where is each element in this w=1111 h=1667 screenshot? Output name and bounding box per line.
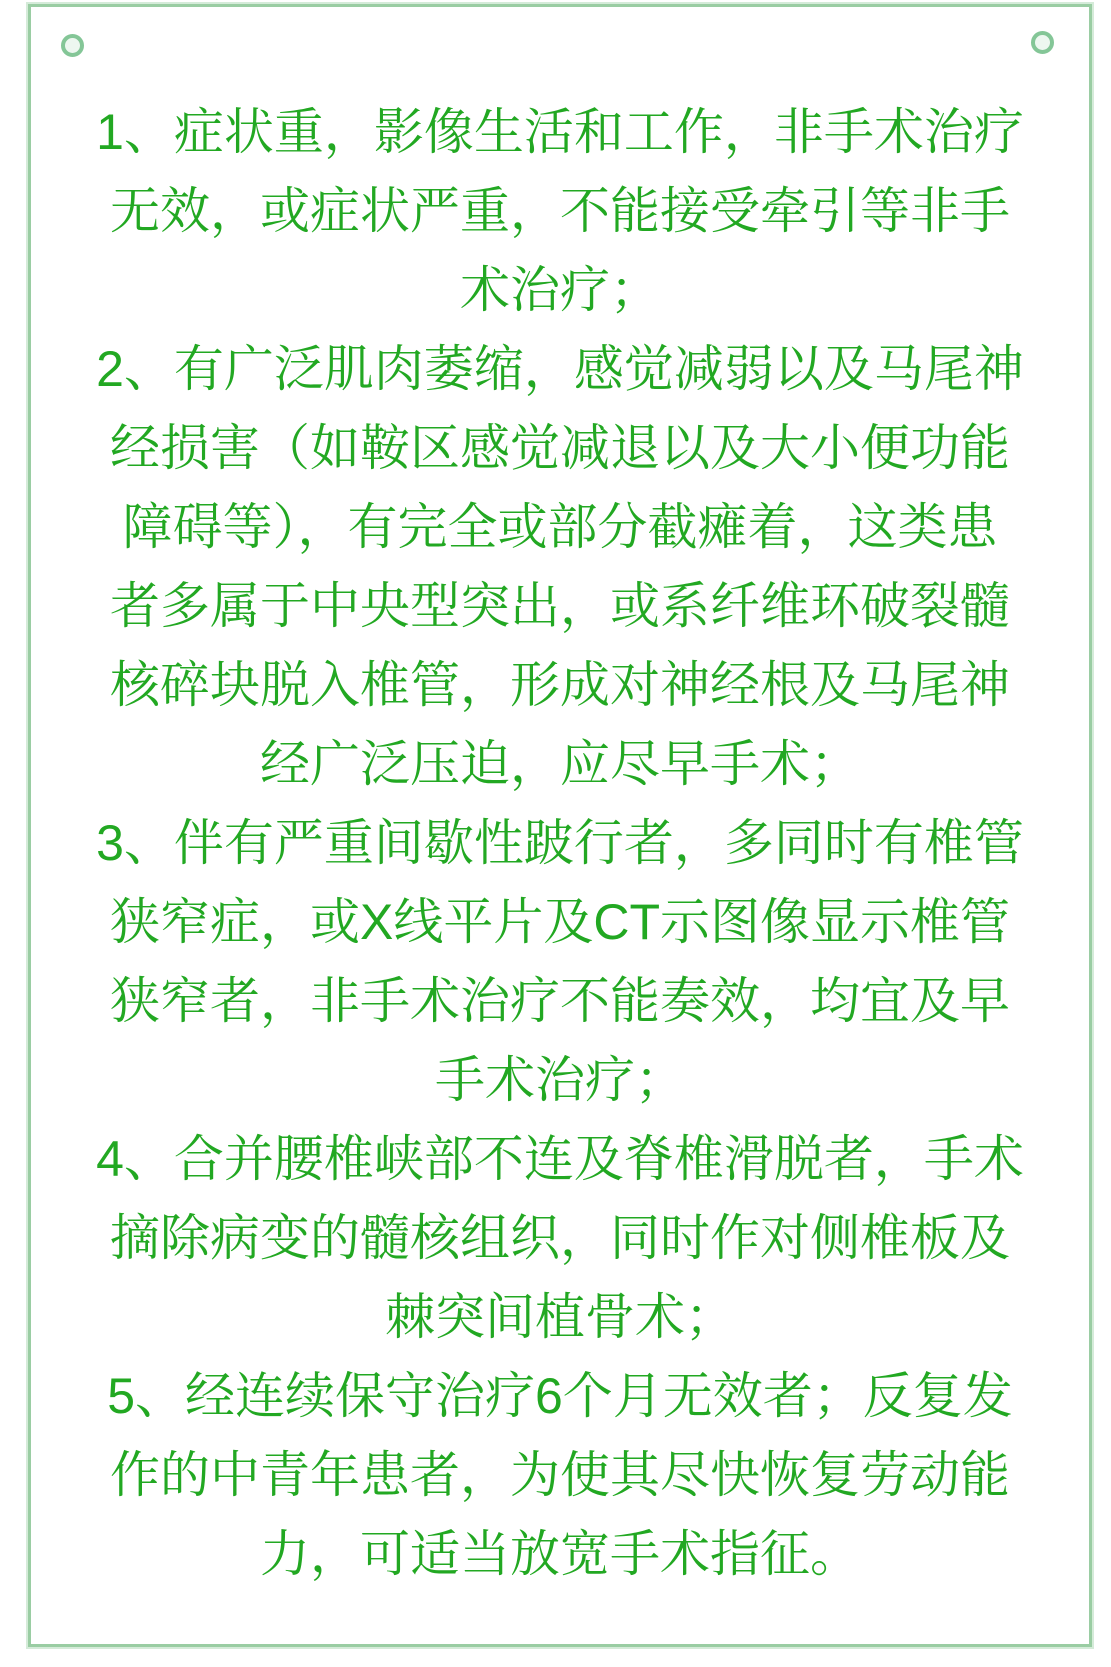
text-line: 2、有广泛肌肉萎缩，感觉减弱以及马尾神	[96, 341, 1024, 397]
text-line: 1、症状重，影像生活和工作，非手术治疗	[96, 104, 1024, 160]
text-line: 棘突间植骨术；	[385, 1289, 735, 1345]
text-line: 者多属于中央型突出，或系纤维环破裂髓	[110, 578, 1010, 634]
text-line: 狭窄者，非手术治疗不能奏效，均宜及早	[110, 973, 1010, 1029]
text-line: 经损害（如鞍区感觉减退以及大小便功能	[110, 420, 1010, 476]
text-line: 狭窄症，或X线平片及CT示图像显示椎管	[110, 894, 1010, 950]
text-line: 3、伴有严重间歇性跛行者，多同时有椎管	[96, 815, 1024, 871]
text-line: 手术治疗；	[435, 1052, 685, 1108]
text-line: 无效，或症状严重，不能接受牵引等非手	[110, 183, 1010, 239]
text-line: 核碎块脱入椎管，形成对神经根及马尾神	[110, 657, 1010, 713]
text-line: 5、经连续保守治疗6个月无效者；反复发	[107, 1368, 1013, 1424]
surgical-indication-item-3	[87, 804, 1033, 1120]
text-line: 力，可适当放宽手术指征。	[260, 1526, 860, 1582]
text-line: 4、合并腰椎峡部不连及脊椎滑脱者，手术	[96, 1131, 1024, 1187]
text-line: 障碍等），有完全或部分截瘫着，这类患	[122, 499, 998, 555]
surgical-indication-item-2	[87, 330, 1033, 804]
document-body	[31, 7, 1089, 1634]
text-line: 术治疗；	[460, 262, 660, 318]
text-line: 作的中青年患者，为使其尽快恢复劳动能	[110, 1447, 1010, 1503]
surgical-indication-item-4	[87, 1120, 1033, 1357]
text-line: 经广泛压迫，应尽早手术；	[260, 736, 860, 792]
surgical-indication-item-5	[87, 1357, 1033, 1594]
surgical-indication-item-1	[87, 93, 1033, 330]
text-line: 摘除病变的髓核组织，同时作对侧椎板及	[110, 1210, 1010, 1266]
note-card	[28, 4, 1092, 1647]
